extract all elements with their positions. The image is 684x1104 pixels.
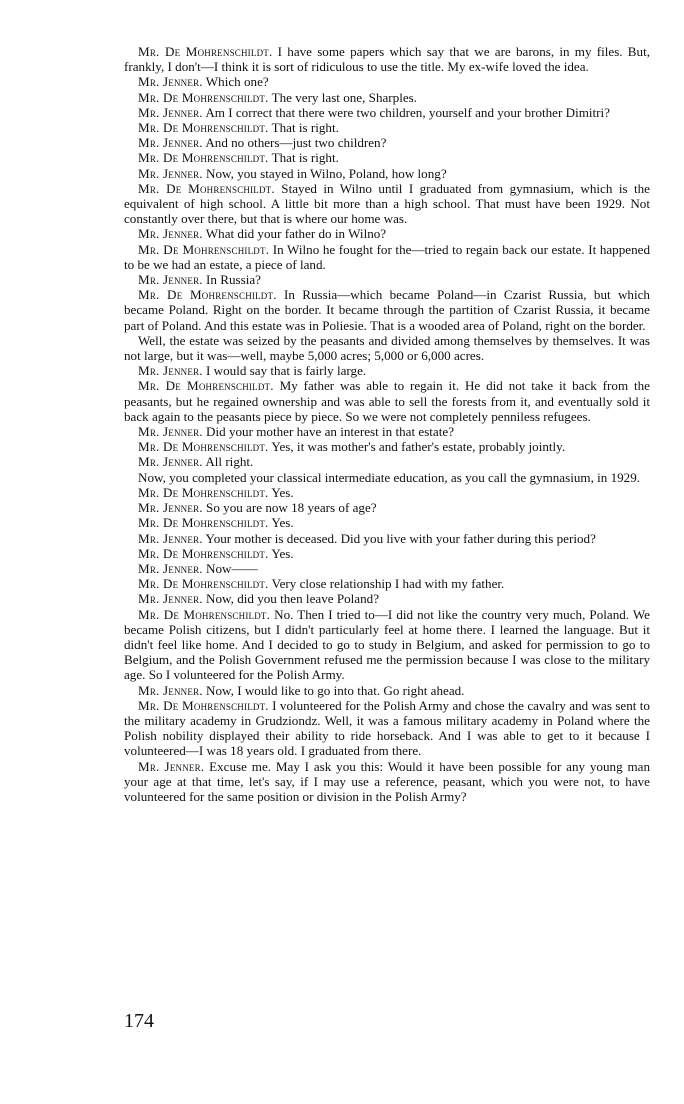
speaker-name: Mr. De Mohrenschildt. [138, 576, 269, 592]
testimony-paragraph [124, 363, 650, 378]
testimony-paragraph [124, 591, 650, 606]
speaker-name: Mr. De Mohrenschildt. [138, 545, 269, 561]
testimony-paragraph [124, 546, 650, 561]
speaker-name: Mr. De Mohrenschildt. [138, 120, 269, 136]
testimony-text: What did your father do in Wilno? [202, 226, 387, 242]
testimony-text: Yes, it was mother's and father's estate, probably jointly. [268, 439, 566, 455]
speaker-name: Mr. De Mohrenschildt. [138, 241, 270, 257]
testimony-paragraph [124, 74, 650, 89]
testimony-paragraph [124, 181, 650, 227]
testimony-paragraph [124, 44, 650, 74]
testimony-paragraph [124, 759, 650, 805]
testimony-text: Well, the estate was seized by the peasants and divided among themselves by themselves. It was not large, but it was—well, maybe 5,000 acres; 5,000 or 6,000 acres. [124, 332, 650, 364]
speaker-name: Mr. Jenner. [138, 104, 203, 120]
testimony-text: Now, did you then leave Poland? [202, 591, 380, 607]
transcript-body [124, 44, 650, 804]
page-number: 174 [124, 1010, 154, 1032]
speaker-name: Mr. Jenner. [138, 454, 203, 470]
speaker-name: Mr. Jenner. [138, 682, 203, 698]
speaker-name: Mr. De Mohrenschildt. [138, 378, 274, 394]
speaker-name: Mr. Jenner. [138, 226, 203, 242]
testimony-text: The very last one, Sharples. [268, 89, 418, 105]
testimony-paragraph [124, 439, 650, 454]
testimony-paragraph [124, 485, 650, 500]
testimony-text: In Wilno he fought for the—tried to regain back our estate. It happened to be we had an estate, a piece of land. [124, 241, 650, 272]
testimony-text: And no others—just two children? [202, 135, 387, 151]
testimony-text: Very close relationship I had with my father. [268, 576, 505, 592]
testimony-text: Excuse me. May I ask you this: Would it have been possible for any young man your age at that time, let's say, if I may use a reference, peasant, which you were not, to have volunteered for the same position or division in the Polish Army? [124, 758, 650, 804]
speaker-name: Mr. Jenner. [138, 74, 203, 90]
testimony-paragraph [124, 470, 650, 485]
speaker-name: Mr. Jenner. [138, 272, 203, 288]
testimony-text: Now, you completed your classical intermediate education, as you call the gymnasium, in 1929. [138, 469, 641, 485]
testimony-text: That is right. [268, 150, 339, 166]
testimony-paragraph [124, 454, 650, 469]
testimony-text: No. Then I tried to—I did not like the country very much, Poland. We became Polish citizens, but I didn't particularly feel at home there. I learned the language. But it didn't feel like home. And I decided to go to study in Belgium, and asked for permission to go to Belgium, and the Polish Government refused me the permission because I was close to the military age. So I volunteered for the Polish Army. [124, 606, 650, 683]
testimony-text: Your mother is deceased. Did you live with your father during this period? [202, 530, 596, 546]
testimony-paragraph [124, 683, 650, 698]
speaker-name: Mr. De Mohrenschildt. [138, 697, 269, 713]
speaker-name: Mr. De Mohrenschildt. [138, 484, 269, 500]
speaker-name: Mr. De Mohrenschildt. [138, 180, 275, 196]
speaker-name: Mr. Jenner. [138, 363, 203, 379]
speaker-name: Mr. De Mohrenschildt. [138, 150, 269, 166]
testimony-paragraph [124, 515, 650, 530]
testimony-paragraph [124, 135, 650, 150]
speaker-name: Mr. De Mohrenschildt. [138, 606, 271, 622]
testimony-text: I volunteered for the Polish Army and chose the cavalry and was sent to the military academy in Grudziondz. Well, it was a famous military academy in Poland where the Polish nobility displayed their ability to ride horseback. And I was able to get to it because I volunteered—I was 18 years old. I graduated from there. [124, 697, 650, 759]
testimony-text: Which one? [202, 74, 269, 90]
testimony-text: In Russia—which became Poland—in Czarist Russia, but which became Poland. Right on the border. It became through the partition of Czarist Russia, it became part of Poland. And this estate was in Poliesie. That is a wooded area of Poland, right on the border. [124, 287, 650, 333]
testimony-text: Now, you stayed in Wilno, Poland, how long? [202, 165, 447, 181]
testimony-text: Now, I would like to go into that. Go right ahead. [202, 682, 465, 698]
testimony-text: Stayed in Wilno until I graduated from gymnasium, which is the equivalent of high school. A little bit more than a high school. That must have been 1929. Not constantly over there, but that is where our home was. [124, 180, 650, 227]
testimony-paragraph [124, 378, 650, 424]
testimony-text: Am I correct that there were two children, yourself and your brother Dimitri? [202, 104, 610, 120]
testimony-text: I have some papers which say that we are barons, in my files. But, frankly, I don't—I think it is sort of ridiculous to use the title. My ex-wife loved the idea. [124, 44, 650, 75]
speaker-name: Mr. Jenner. [138, 530, 203, 546]
speaker-name: Mr. De Mohrenschildt. [138, 515, 269, 531]
testimony-paragraph [124, 424, 650, 439]
testimony-paragraph [124, 607, 650, 683]
testimony-text: Yes. [268, 515, 294, 531]
testimony-paragraph [124, 500, 650, 515]
testimony-paragraph [124, 242, 650, 272]
speaker-name: Mr. Jenner. [138, 165, 203, 181]
speaker-name: Mr. Jenner. [138, 500, 203, 516]
testimony-text: My father was able to regain it. He did not take it back from the peasants, but he regained ownership and was able to sell the forests from it, and eventually sold it back again to the peasants piece by piece. So we were not completely penniless refugees. [124, 378, 650, 424]
speaker-name: Mr. De Mohrenschildt. [138, 287, 277, 303]
testimony-paragraph [124, 698, 650, 759]
speaker-name: Mr. Jenner. [138, 591, 203, 607]
testimony-paragraph [124, 287, 650, 333]
speaker-name: Mr. De Mohrenschildt. [138, 89, 269, 105]
testimony-paragraph [124, 531, 650, 546]
speaker-name: Mr. Jenner. [138, 758, 205, 774]
testimony-paragraph [124, 150, 650, 165]
testimony-paragraph [124, 576, 650, 591]
testimony-text: Now—— [202, 560, 258, 576]
testimony-text: In Russia? [202, 272, 261, 288]
testimony-text: Did your mother have an interest in that estate? [202, 424, 455, 440]
testimony-paragraph [124, 105, 650, 120]
testimony-text: So you are now 18 years of age? [202, 500, 377, 516]
testimony-paragraph [124, 561, 650, 576]
speaker-name: Mr. De Mohrenschildt. [138, 44, 273, 59]
testimony-paragraph [124, 272, 650, 287]
speaker-name: Mr. Jenner. [138, 560, 203, 576]
testimony-paragraph [124, 226, 650, 241]
speaker-name: Mr. De Mohrenschildt. [138, 439, 269, 455]
testimony-text: I would say that is fairly large. [202, 363, 367, 379]
testimony-text: That is right. [268, 120, 339, 136]
testimony-text: Yes. [268, 545, 294, 561]
testimony-paragraph [124, 166, 650, 181]
testimony-text: All right. [202, 454, 254, 470]
testimony-paragraph [124, 120, 650, 135]
speaker-name: Mr. Jenner. [138, 424, 203, 440]
testimony-paragraph [124, 90, 650, 105]
testimony-text: Yes. [268, 484, 294, 500]
testimony-paragraph [124, 333, 650, 363]
speaker-name: Mr. Jenner. [138, 135, 203, 151]
